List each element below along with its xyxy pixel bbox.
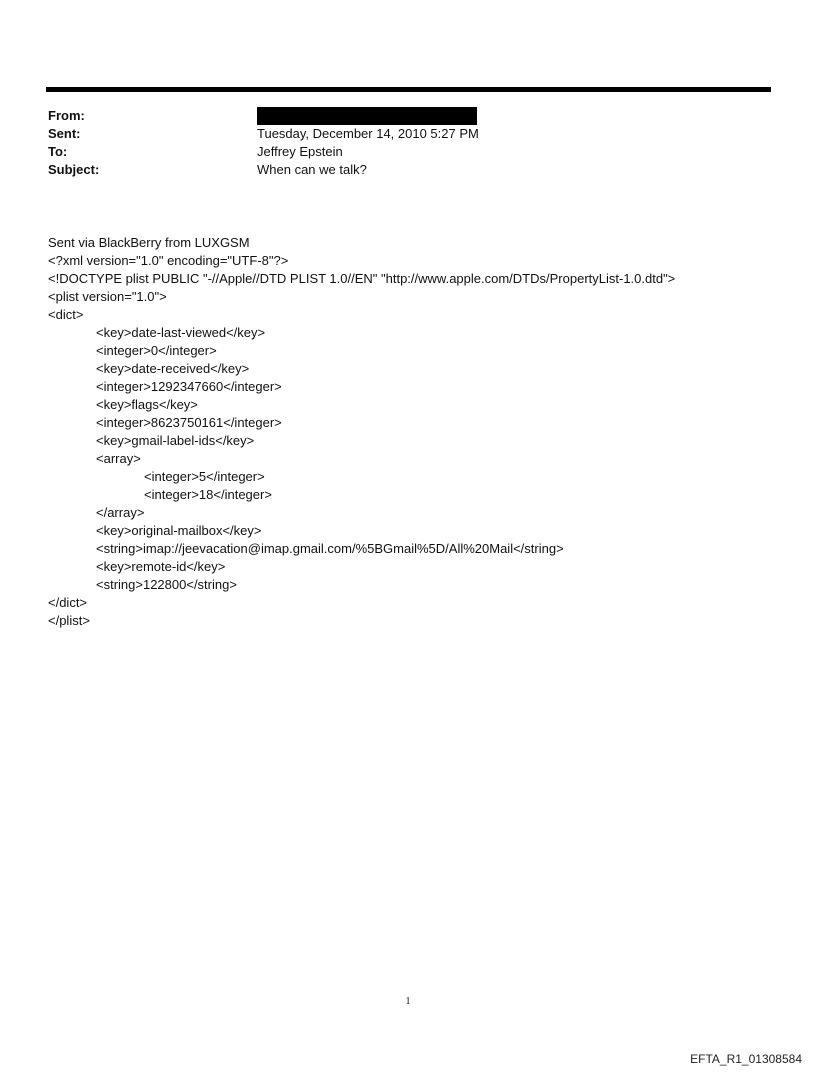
- body-line: <integer>1292347660</integer>: [96, 379, 282, 394]
- body-line: <integer>5</integer>: [144, 469, 265, 484]
- body-line: <string>122800</string>: [96, 577, 237, 592]
- body-line: Sent via BlackBerry from LUXGSM: [48, 235, 250, 250]
- body-line: </plist>: [48, 613, 90, 628]
- subject-label: Subject:: [48, 162, 100, 177]
- subject-value: When can we talk?: [257, 162, 367, 177]
- header-rule: [46, 87, 771, 92]
- body-line: <array>: [96, 451, 141, 466]
- to-label: To:: [48, 144, 68, 159]
- body-line: </array>: [96, 505, 145, 520]
- body-line: <?xml version="1.0" encoding="UTF-8"?>: [48, 253, 289, 268]
- body-line: <integer>18</integer>: [144, 487, 272, 502]
- from-row: [48, 107, 748, 125]
- body-line: <key>remote-id</key>: [96, 559, 226, 574]
- body-line: <key>date-received</key>: [96, 361, 250, 376]
- to-row: [48, 143, 748, 161]
- body-line: <key>date-last-viewed</key>: [96, 325, 266, 340]
- to-value: Jeffrey Epstein: [257, 144, 343, 159]
- body-line: <integer>8623750161</integer>: [96, 415, 282, 430]
- body-line: </dict>: [48, 595, 88, 610]
- body-line: <string>imap://jeevacation@imap.gmail.com/%5BGmail%5D/All%20Mail</string>: [96, 541, 564, 556]
- body-line: <integer>0</integer>: [96, 343, 217, 358]
- bates-number: EFTA_R1_01308584: [690, 1052, 802, 1066]
- sent-label: Sent:: [48, 126, 81, 141]
- body-line: <dict>: [48, 307, 84, 322]
- sent-value: Tuesday, December 14, 2010 5:27 PM: [257, 126, 479, 141]
- sent-row: [48, 125, 748, 143]
- from-value: [257, 107, 477, 125]
- email-body: [48, 234, 778, 630]
- from-label: From:: [48, 108, 85, 123]
- body-line: <plist version="1.0">: [48, 289, 167, 304]
- redaction-bar: [257, 107, 477, 125]
- body-line: <key>original-mailbox</key>: [96, 523, 262, 538]
- subject-row: [48, 161, 748, 179]
- body-line: <key>gmail-label-ids</key>: [96, 433, 255, 448]
- body-line: <key>flags</key>: [96, 397, 198, 412]
- page-number: 1: [405, 996, 411, 1007]
- email-header: [48, 107, 748, 179]
- body-line: <!DOCTYPE plist PUBLIC "-//Apple//DTD PLIST 1.0//EN" "http://www.apple.com/DTDs/PropertyList-1.0.dtd">: [48, 271, 676, 286]
